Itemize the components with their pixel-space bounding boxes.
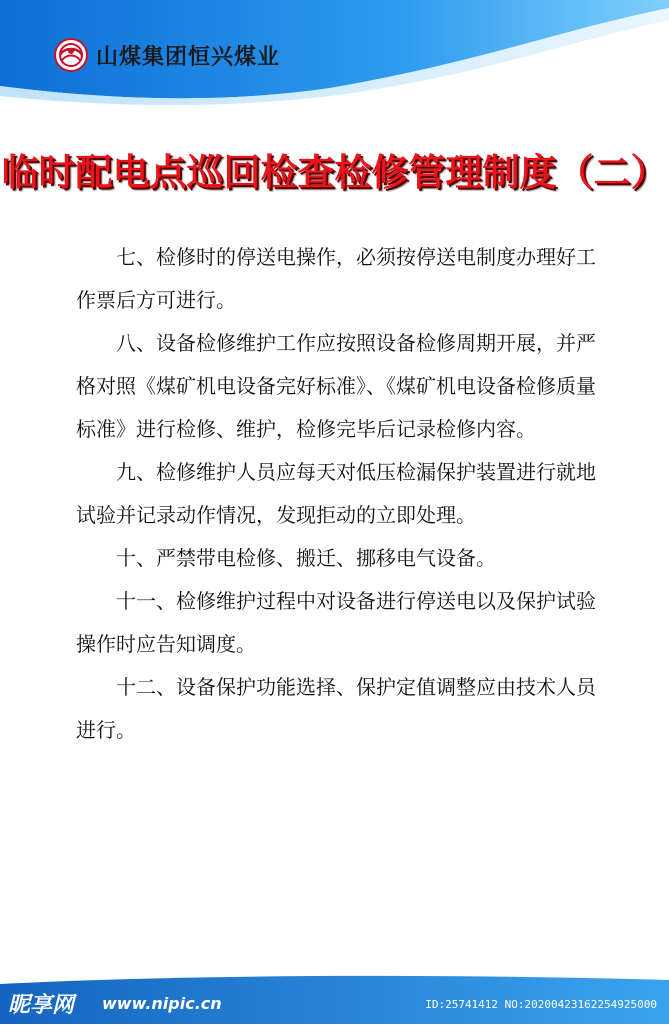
watermark-url: www.nipic.cn bbox=[102, 994, 222, 1013]
page-title: 临时配电点巡回检查检修管理制度（二） bbox=[1, 151, 668, 194]
rule-item-8: 八、设备检修维护工作应按照设备检修周期开展，并严格对照《煤矿机电设备完好标准》、《煤矿机电设备检修质量标准》进行检修、维护，检修完毕后记录检修内容。 bbox=[76, 331, 596, 441]
rule-item-9: 九、检修维护人员应每天对低压检漏保护装置进行就地试验并记录动作情况，发现拒动的立即处理。 bbox=[76, 460, 596, 527]
watermark-id: ID:25741412 NO:20200423162254925000 bbox=[425, 998, 657, 1011]
rule-item-11: 十一、检修维护过程中对设备进行停送电以及保护试验操作时应告知调度。 bbox=[76, 589, 596, 656]
rule-item-12: 十二、设备保护功能选择、保护定值调整应由技术人员进行。 bbox=[76, 675, 596, 742]
rules-list bbox=[76, 236, 600, 752]
rule-item-10: 十、严禁带电检修、搬迁、挪移电气设备。 bbox=[116, 546, 496, 570]
watermark-brand: 昵享网 bbox=[8, 993, 75, 1018]
company-name: 山煤集团恒兴煤业 bbox=[96, 45, 281, 70]
header-banner bbox=[0, 0, 669, 110]
rule-item-7: 七、检修时的停送电操作，必须按停送电制度办理好工作票后方可进行。 bbox=[76, 245, 596, 312]
company-logo-icon bbox=[54, 38, 88, 72]
